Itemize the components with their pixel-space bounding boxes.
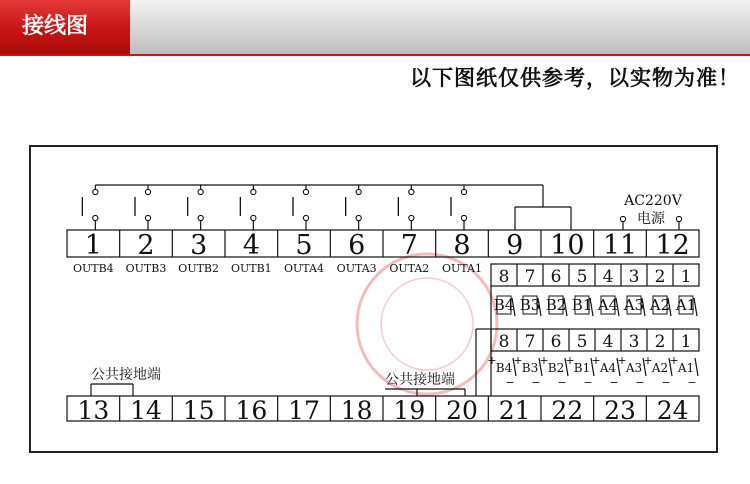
disclaimer-note: 以下图纸仅供参考，以实物为准！ [410, 66, 740, 90]
relay-contact-lower [461, 215, 466, 220]
relay-contact-lower [251, 215, 256, 220]
bottom-terminal-number: 23 [604, 396, 636, 425]
sensor-label: A4 [599, 361, 617, 375]
sensor-number: 8 [498, 267, 510, 287]
bottom-terminal-number: 22 [551, 396, 584, 425]
power-contact [620, 216, 625, 221]
minus-sign: − [583, 376, 593, 389]
top-terminal-number: 4 [242, 230, 260, 261]
plus-sign: + [539, 354, 549, 367]
bottom-terminal-number: 18 [340, 396, 373, 425]
power-label-cn: 电源 [637, 211, 665, 227]
sensor-number: 7 [524, 332, 536, 352]
minus-sign: − [609, 376, 619, 389]
sensor-number: 3 [628, 332, 640, 352]
section-title: 接线图 [0, 0, 130, 54]
sensor-label: B4 [493, 296, 515, 314]
wiring-diagram-svg [31, 147, 716, 451]
relay-contact-upper [251, 189, 256, 194]
top-terminal-number: 2 [137, 230, 155, 261]
wiring-diagram [29, 145, 718, 453]
relay-contact-upper [198, 189, 203, 194]
bottom-terminal-number: 14 [130, 396, 162, 425]
sensor-label: B1 [573, 361, 591, 375]
bottom-terminal-number: 20 [446, 396, 478, 425]
relay-contact-lower [409, 215, 414, 220]
header-divider [0, 54, 750, 56]
output-label: OUTB3 [125, 262, 167, 275]
relay-contact-upper [303, 189, 308, 194]
top-terminal-number: 5 [295, 230, 313, 261]
output-label: OUTA4 [284, 262, 324, 275]
sensor-label: B2 [545, 296, 567, 314]
sensor-label: A2 [651, 361, 669, 375]
top-terminal-number: 6 [348, 230, 366, 261]
top-terminal-number: 3 [190, 230, 208, 261]
sensor-number: 2 [654, 267, 666, 287]
top-terminal-number: 11 [602, 230, 638, 261]
power-label: AC220V [624, 193, 682, 209]
sensor-label: B3 [519, 296, 541, 314]
sensor-label: A4 [597, 296, 619, 314]
relay-contact-upper [461, 189, 466, 194]
power-contact [676, 216, 681, 221]
sensor-label: A3 [625, 361, 643, 375]
sensor-number: 1 [680, 332, 692, 352]
minus-sign: − [531, 376, 541, 389]
sensor-number: 1 [680, 267, 692, 287]
bottom-terminal-number: 16 [235, 396, 268, 425]
sensor-hook [695, 358, 698, 376]
output-label: OUTB1 [230, 262, 272, 275]
minus-sign: − [557, 376, 567, 389]
relay-contact-lower [303, 215, 308, 220]
sensor-number: 6 [550, 267, 562, 287]
sensor-number: 4 [602, 332, 614, 352]
top-terminal-number: 10 [550, 230, 585, 261]
output-label: OUTA2 [389, 262, 430, 275]
plus-sign: + [669, 354, 679, 367]
output-label: OUTA1 [442, 262, 482, 275]
top-terminal-number: 7 [400, 230, 418, 261]
bottom-terminal-number: 21 [498, 396, 531, 425]
sensor-number: 4 [602, 267, 614, 287]
relay-contact-upper [145, 189, 150, 194]
plus-sign: + [565, 354, 575, 367]
minus-sign: − [635, 376, 645, 389]
bottom-terminal-number: 24 [656, 396, 689, 425]
plus-sign: + [617, 354, 627, 367]
minus-sign: − [661, 376, 671, 389]
watermark-inner-ring [381, 278, 473, 370]
common-ground-label: 公共接地端 [385, 372, 455, 388]
sensor-number: 5 [576, 332, 588, 352]
relay-contact-lower [145, 215, 150, 220]
relay-contact-upper [409, 189, 414, 194]
common-ground-label: 公共接地端 [91, 367, 161, 383]
sensor-number: 5 [576, 267, 588, 287]
plus-sign: + [487, 354, 497, 367]
top-terminal-number: 8 [453, 230, 471, 261]
relay-contact-upper [93, 189, 98, 194]
sensor-number: 8 [498, 332, 510, 352]
bottom-terminal-number: 15 [182, 396, 215, 425]
minus-sign: − [687, 376, 697, 389]
minus-sign: − [505, 376, 515, 389]
sensor-number: 6 [550, 332, 562, 352]
bottom-terminal-number: 17 [288, 396, 320, 425]
sensor-number: 3 [628, 267, 640, 287]
sensor-label: A3 [623, 296, 645, 314]
bottom-terminal-number: 13 [77, 396, 110, 425]
output-label: OUTB4 [72, 262, 114, 275]
sensor-label: A1 [675, 296, 697, 314]
plus-sign: + [513, 354, 523, 367]
output-label: OUTB2 [178, 262, 220, 275]
sensor-label: A1 [677, 361, 695, 375]
output-label: OUTA3 [336, 262, 377, 275]
sensor-label: B3 [521, 361, 539, 375]
plus-sign: + [643, 354, 653, 367]
sensor-number: 2 [654, 332, 666, 352]
plus-sign: + [591, 354, 601, 367]
top-terminal-number: 9 [506, 230, 524, 261]
sensor-number: 7 [524, 267, 536, 287]
sensor-label: A2 [649, 296, 671, 314]
top-terminal-number: 1 [84, 230, 102, 261]
top-terminal-number: 12 [655, 230, 690, 261]
sensor-label: B2 [547, 361, 565, 375]
relay-contact-lower [93, 215, 98, 220]
relay-contact-lower [356, 215, 361, 220]
relay-contact-upper [356, 189, 361, 194]
sensor-label: B1 [571, 296, 593, 314]
relay-contact-lower [198, 215, 203, 220]
sensor-label: B4 [495, 361, 513, 375]
bottom-terminal-number: 19 [393, 396, 426, 425]
